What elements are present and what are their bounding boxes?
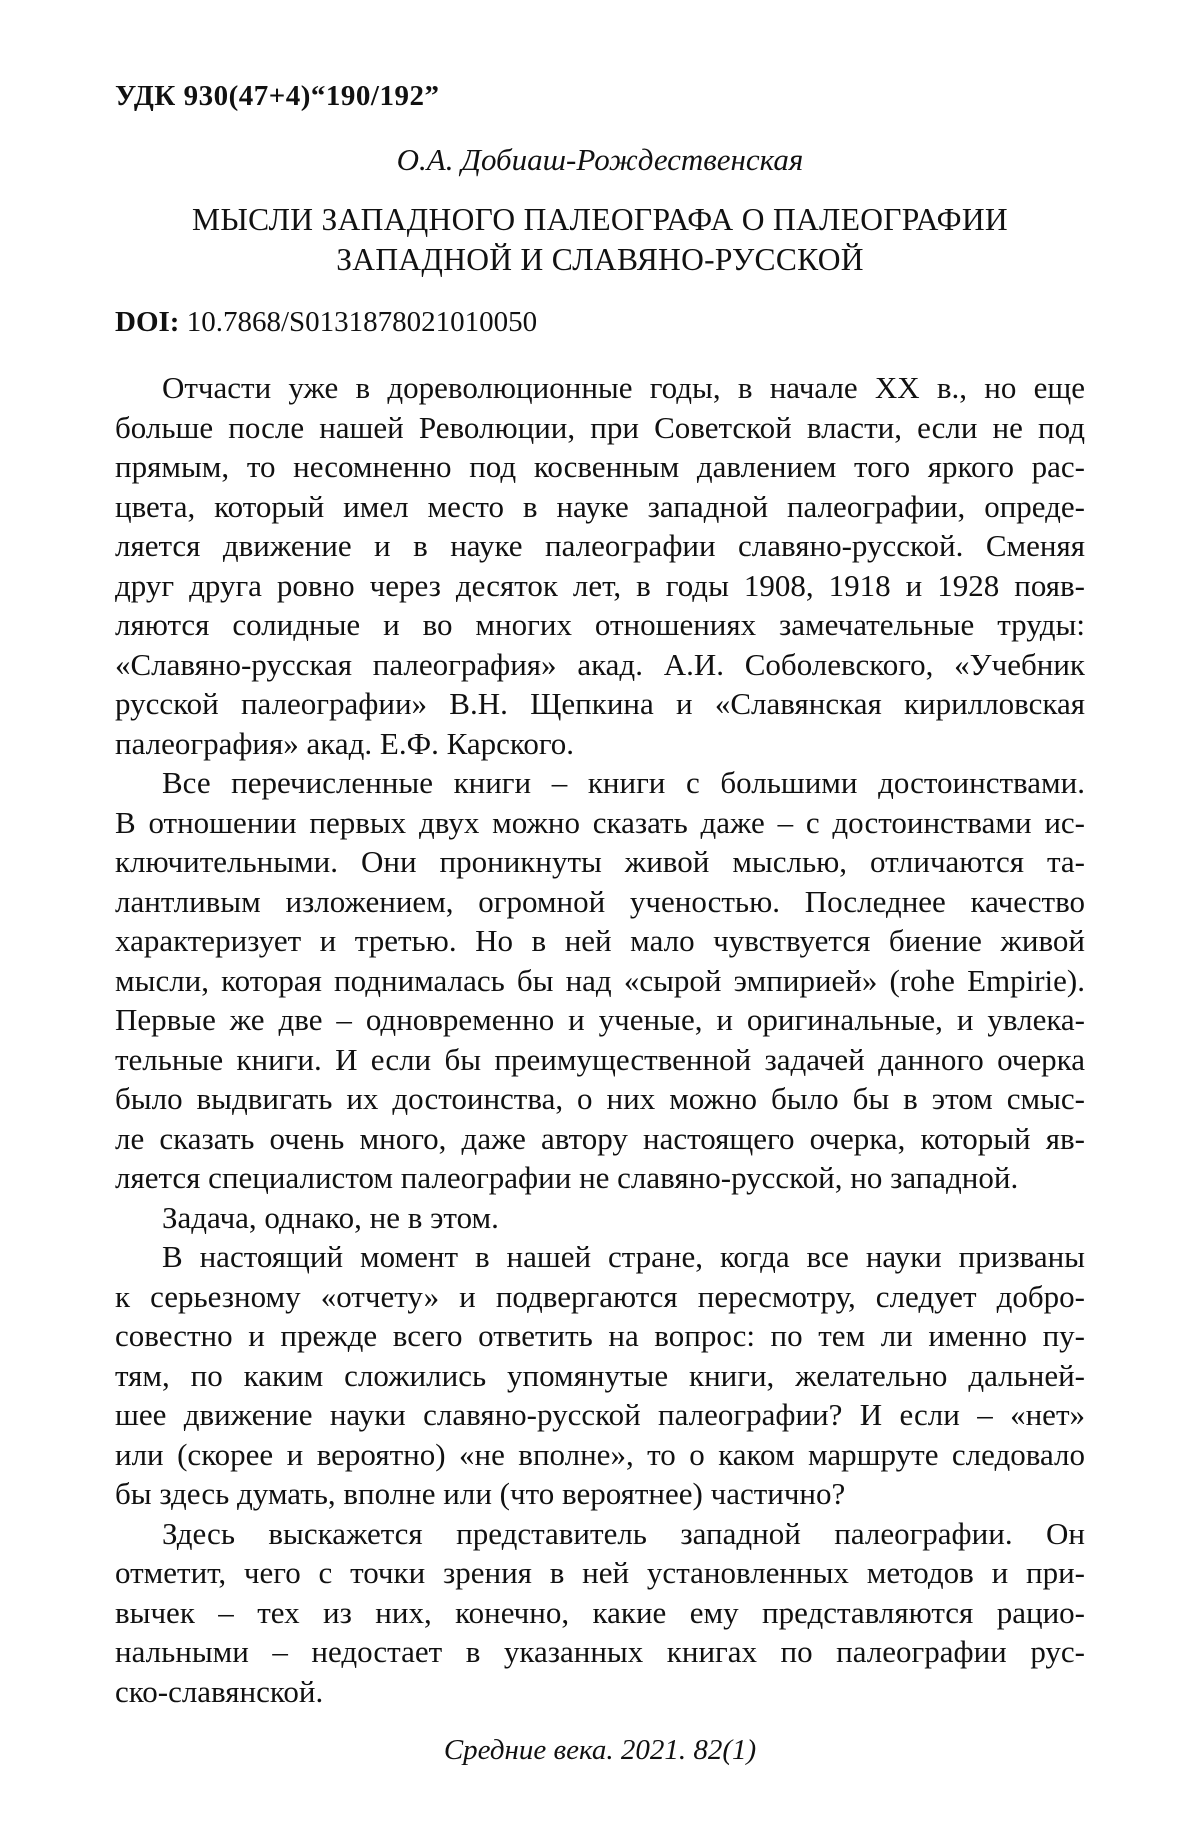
doi-line	[115, 304, 1085, 340]
text-line: Задача, однако, не в этом.	[162, 1199, 499, 1235]
text-line: было выдвигать их достоинства, о них можно было бы в этом смыс-	[115, 1081, 1085, 1116]
article-author: О.А. Добиаш-Рождественская	[396, 142, 804, 177]
text-line: палеография» акад. Е.Ф. Карского.	[115, 725, 575, 761]
text-line: шее движение науки славяно-русской палеографии? И если – «нет»	[115, 1397, 1085, 1432]
paragraph	[115, 763, 1085, 1198]
text-line: ляются солидные и во многих отношениях замечательные труды:	[115, 607, 1085, 642]
paragraph	[115, 1198, 1085, 1238]
text-line: бы здесь думать, вполне или (что вероятнее) частично?	[115, 1476, 846, 1511]
text-line: к серьезному «отчету» и подвергаются пересмотру, следует добро-	[115, 1278, 1085, 1314]
journal-footer: Средние века. 2021. 82(1)	[443, 1734, 757, 1766]
text-line: ключительными. Они проникнуты живой мыслью, отличаются та-	[115, 844, 1085, 879]
article-title	[115, 200, 1085, 280]
text-line: прямым, то несомненно под косвенным давлением того яркого рас-	[115, 449, 1085, 484]
paragraph	[115, 1237, 1085, 1514]
text-line: ле сказать очень много, даже автору настоящего очерка, который яв-	[115, 1120, 1085, 1156]
text-line: Отчасти уже в дореволюционные годы, в начале XX в., но еще	[162, 370, 1085, 405]
text-line: русской палеографии» В.Н. Щепкина и «Славянская кирилловская	[115, 686, 1085, 721]
text-line: друг друга ровно через десяток лет, в годы 1908, 1918 и 1928 появ-	[115, 567, 1085, 603]
text-line: Все перечисленные книги – книги с большими достоинствами.	[162, 765, 1085, 800]
text-line: «Славяно-русская палеография» акад. А.И. Соболевского, «Учебник	[115, 646, 1085, 682]
text-line: ско-славянской.	[115, 1673, 324, 1709]
text-line: ляется движение и в науке палеографии славяно-русской. Сменяя	[115, 528, 1085, 563]
text-line: отметит, чего с точки зрения в ней установленных методов и при-	[115, 1555, 1085, 1590]
text-line: мысли, которая поднималась бы над «сырой эмпирией» (rohe Empirie).	[115, 962, 1085, 998]
text-line: ляется специалистом палеографии не славяно-русской, но западной.	[115, 1160, 1019, 1195]
text-line: или (скорее и вероятно) «не вполне», то о каком маршруте следовало	[115, 1436, 1085, 1472]
text-line: нальными – недостает в указанных книгах по палеографии рус-	[115, 1634, 1085, 1669]
doi-value: 10.7868/S0131878021010050	[186, 306, 538, 338]
text-line: В отношении первых двух можно сказать даже – с достоинствами ис-	[115, 804, 1085, 840]
paragraph	[115, 368, 1085, 763]
text-line: совестно и прежде всего ответить на вопрос: по тем ли именно пу-	[115, 1318, 1085, 1353]
text-line: В настоящий момент в нашей стране, когда все науки призваны	[162, 1239, 1085, 1274]
text-line: тельные книги. И если бы преимущественной задачей данного очерка	[115, 1041, 1085, 1077]
text-line: цвета, который имел место в науке западной палеографии, опреде-	[115, 488, 1085, 524]
text-line: Здесь выскажется представитель западной палеографии. Он	[162, 1515, 1085, 1551]
text-line: тям, по каким сложились упомянутые книги, желательно дальней-	[115, 1357, 1085, 1393]
udc-classification: УДК 930(47+4)“190/192”	[115, 80, 440, 112]
text-line: вычек – тех из них, конечно, какие ему представляются рацио-	[115, 1594, 1085, 1630]
doi-label: DOI:	[115, 306, 180, 338]
text-line: характеризует и третью. Но в ней мало чувствуется биение живой	[115, 923, 1085, 958]
text-line: больше после нашей Революции, при Советской власти, если не под	[115, 409, 1085, 445]
article-title-line-2: ЗАПАДНОЙ И СЛАВЯНО-РУССКОЙ	[336, 242, 864, 277]
article-title-line-1: МЫСЛИ ЗАПАДНОГО ПАЛЕОГРАФА О ПАЛЕОГРАФИИ	[192, 202, 1008, 237]
text-line: лантливым изложением, огромной ученостью. Последнее качество	[115, 883, 1085, 919]
paragraph	[115, 1514, 1085, 1712]
article-body	[115, 368, 1085, 1711]
text-line: Первые же две – одновременно и ученые, и оригинальные, и увлека-	[115, 1002, 1085, 1037]
